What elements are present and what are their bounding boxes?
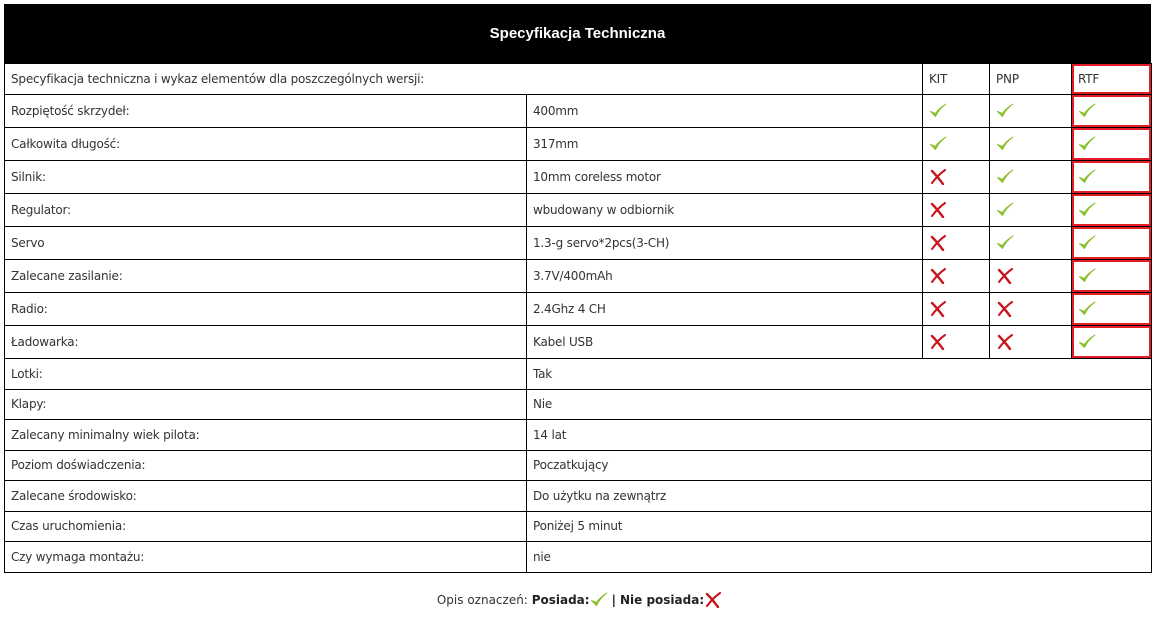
row-label: Zalecane środowisko: <box>5 481 527 512</box>
table-row <box>5 326 1152 359</box>
table-row <box>5 293 1152 326</box>
row-value: 317mm <box>527 128 923 161</box>
cross-icon <box>929 302 947 316</box>
cell-kit <box>923 161 990 194</box>
check-icon <box>1078 236 1096 250</box>
cell-rtf <box>1072 293 1152 326</box>
legend-not-has-label: Nie posiada: <box>619 593 705 607</box>
row-label: Rozpiętość skrzydeł: <box>5 95 527 128</box>
cell-rtf <box>1072 260 1152 293</box>
table-row <box>5 161 1152 194</box>
table-row <box>5 359 1152 390</box>
legend-has-label: Posiada: <box>531 593 590 607</box>
check-icon <box>996 203 1014 217</box>
row-value: nie <box>527 542 1152 573</box>
row-label: Zalecany minimalny wiek pilota: <box>5 420 527 451</box>
check-icon <box>1078 137 1096 151</box>
row-value: 2.4Ghz 4 CH <box>527 293 923 326</box>
cell-rtf <box>1072 161 1152 194</box>
cell-pnp <box>990 260 1072 293</box>
legend <box>0 592 1159 608</box>
table-row <box>5 227 1152 260</box>
cell-kit <box>923 128 990 161</box>
check-icon <box>590 592 608 608</box>
cell-kit <box>923 227 990 260</box>
row-label: Servo <box>5 227 527 260</box>
cell-rtf <box>1072 227 1152 260</box>
row-label: Regulator: <box>5 194 527 227</box>
cross-icon <box>929 269 947 283</box>
table-header-row <box>5 64 1152 95</box>
row-value: Tak <box>527 359 1152 390</box>
row-value: 1.3-g servo*2pcs(3-CH) <box>527 227 923 260</box>
cell-kit <box>923 194 990 227</box>
check-icon <box>1078 170 1096 184</box>
row-value: 14 lat <box>527 420 1152 451</box>
table-row <box>5 511 1152 542</box>
table-row <box>5 194 1152 227</box>
row-value: 3.7V/400mAh <box>527 260 923 293</box>
cell-pnp <box>990 194 1072 227</box>
row-value: 400mm <box>527 95 923 128</box>
row-value: Do użytku na zewnątrz <box>527 481 1152 512</box>
row-value: Nie <box>527 389 1152 420</box>
cell-pnp <box>990 326 1072 359</box>
row-value: Poczatkujący <box>527 450 1152 481</box>
row-label: Poziom doświadczenia: <box>5 450 527 481</box>
table-intro: Specyfikacja techniczna i wykaz elementów dla poszczególnych wersji: <box>5 64 923 95</box>
check-icon <box>996 170 1014 184</box>
row-label: Całkowita długość: <box>5 128 527 161</box>
spec-container <box>4 4 1151 573</box>
check-icon <box>996 137 1014 151</box>
row-label: Silnik: <box>5 161 527 194</box>
cell-kit <box>923 95 990 128</box>
check-icon <box>1078 269 1096 283</box>
cell-kit <box>923 260 990 293</box>
check-icon <box>996 236 1014 250</box>
spec-header <box>4 4 1151 63</box>
table-row <box>5 95 1152 128</box>
check-icon <box>1078 302 1096 316</box>
row-label: Czas uruchomienia: <box>5 511 527 542</box>
check-icon <box>1078 104 1096 118</box>
cross-icon <box>929 236 947 250</box>
row-label: Ładowarka: <box>5 326 527 359</box>
column-pnp: PNP <box>990 64 1072 95</box>
row-label: Klapy: <box>5 389 527 420</box>
column-rtf: RTF <box>1072 64 1152 95</box>
cross-icon <box>996 335 1014 349</box>
spec-table <box>4 63 1152 573</box>
row-value: Poniżej 5 minut <box>527 511 1152 542</box>
cell-pnp <box>990 161 1072 194</box>
cell-rtf <box>1072 194 1152 227</box>
row-label: Czy wymaga montażu: <box>5 542 527 573</box>
legend-separator: | <box>611 593 616 607</box>
table-row <box>5 542 1152 573</box>
cross-icon <box>929 170 947 184</box>
cell-kit <box>923 293 990 326</box>
cell-pnp <box>990 95 1072 128</box>
check-icon <box>929 137 947 151</box>
cell-pnp <box>990 227 1072 260</box>
table-row <box>5 389 1152 420</box>
cell-rtf <box>1072 326 1152 359</box>
cross-icon <box>929 335 947 349</box>
legend-prefix: Opis oznaczeń: <box>436 593 528 607</box>
cell-kit <box>923 326 990 359</box>
table-row <box>5 420 1152 451</box>
table-row <box>5 128 1152 161</box>
row-label: Lotki: <box>5 359 527 390</box>
cell-pnp <box>990 293 1072 326</box>
row-value: wbudowany w odbiornik <box>527 194 923 227</box>
row-label: Radio: <box>5 293 527 326</box>
check-icon <box>1078 335 1096 349</box>
table-row <box>5 260 1152 293</box>
row-value: Kabel USB <box>527 326 923 359</box>
check-icon <box>1078 203 1096 217</box>
cross-icon <box>929 203 947 217</box>
row-value: 10mm coreless motor <box>527 161 923 194</box>
check-icon <box>929 104 947 118</box>
cell-rtf <box>1072 128 1152 161</box>
cell-rtf <box>1072 95 1152 128</box>
table-row <box>5 481 1152 512</box>
cell-pnp <box>990 128 1072 161</box>
row-label: Zalecane zasilanie: <box>5 260 527 293</box>
cross-icon <box>996 302 1014 316</box>
cross-icon <box>704 592 722 608</box>
table-row <box>5 450 1152 481</box>
page-title: Specyfikacja Techniczna <box>489 25 666 42</box>
check-icon <box>996 104 1014 118</box>
cross-icon <box>996 269 1014 283</box>
column-kit: KIT <box>923 64 990 95</box>
